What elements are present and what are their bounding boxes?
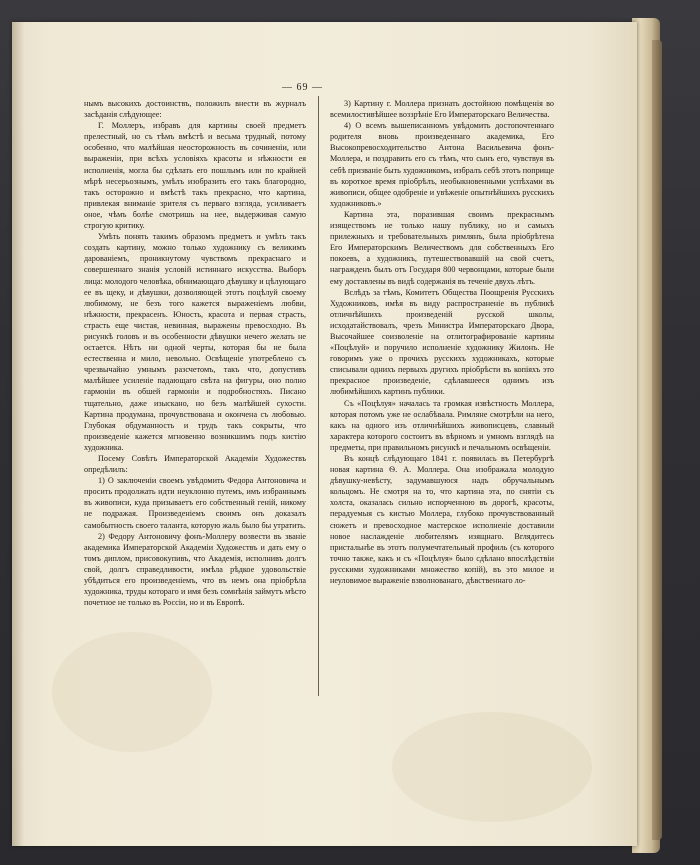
paragraph: Посему Совѣтъ Императорской Академіи Художествъ опредѣлилъ: (84, 454, 306, 475)
paragraph: Картина эта, поразившая своимъ прекраснымъ изяществомъ не только нашу публику, но и самыхъ прилежныхъ и требовательныхъ римлянъ, была пріобрѣтена Его Императорскимъ Величествомъ для собственныхъ Его покоевъ, а художникъ, путешествовавшій на свой счетъ, награжденъ былъ отъ Государя 800 червонцами, которые были ему доставлены въ видѣ содержанія въ теченіе двухъ лѣтъ. (330, 209, 554, 286)
right-text-column (330, 98, 554, 586)
paper-stain (52, 632, 212, 752)
left-text-column (84, 98, 306, 608)
paragraph: 4) О всемъ вышеписанномъ увѣдомить достопочтеннаго родителя вновь произведеннаго академика, Его Высокопревосходительство Антона Васильевича фонъ-Моллера, и поздравить его съ тѣмъ, что сынъ его, чувствуя въ себѣ призваніе быть художникомъ, избралъ себѣ этотъ поприще въ короткое время пріобрѣлъ, необыкновенными успѣхами въ живописи, общее одобреніе и увѣженіе опытнѣйшихъ русскихъ художниковъ.» (330, 121, 554, 208)
paragraph: 1) О заключеніи своемъ увѣдомить Федора Антоновича и просить продолжать идти неуклонно путемъ, имъ избраннымъ въ живописи, куда призываетъ его собственный геній, никому не подражая. Произведеніемъ своимъ онъ доказалъ самобытность своего таланта, которую жаль было бы утратить. (84, 476, 306, 530)
column-divider (318, 96, 319, 696)
paragraph: Вслѣдъ за тѣмъ, Комитетъ Общества Поощренія Русскихъ Художниковъ, имѣя въ виду распространеніе въ публикѣ отличнѣйшихъ произведеній русской школы, исходатайствовалъ, чрезъ Министра Императорскаго Двора, Высочайшее соизволеніе на отлитографированіе картины «Поцѣлуй» и поручило исполненіе художнику Жилонъ. Не говоримъ уже о прочихъ русскихъ художникахъ, которые списывали однихъ первыхъ другихъ пріобрѣсти въ копіяхъ это прекрасное произведеніе, сдѣлавшееся однимъ изъ любимѣйшихъ картинъ публики. (330, 287, 554, 397)
page-gutter-shadow (12, 22, 24, 846)
paragraph: 2) Федору Антоновичу фонъ-Моллеру возвести въ званіе академика Императорской Академіи Художествъ и дать ему о томъ диплом, присовокупивъ, что Академія, исполнивъ долгъ свой, долгъ справедливости, имѣла рѣдкое удовольствіе убѣдиться его произведеніемъ, что въ немъ она пріобрѣла художника, труды котораго и имя безъ сомнѣнія займутъ мѣсто почетное не только въ Россіи, но и въ Европѣ. (84, 531, 306, 608)
paragraph: Съ «Поцѣлуя» началась та громкая извѣстность Моллера, которая потомъ уже не ослабѣвала. Римляне смотрѣли на него, какъ на одного изъ отличнѣйшихъ живописцевъ, славный характера которого состоитъ въ вѣрномъ и умномъ взглядѣ на предметы, при правильномъ рисункѣ и печальномъ освѣщеніи. (330, 398, 554, 452)
paragraph: Въ концѣ слѣдующаго 1841 г. появилась въ Петербургѣ новая картина Ѳ. А. Моллера. Она изображала молодую дѣвушку-невѣсту, задумавшуюся надъ обручальнымъ кольцомъ. Не смотря на то, что картина эта, по снятіи съ холста, оказалась сильно испорченною въ дорогѣ, красоты, перадуемыя съ кистью Моллера, глубоко прочувствованный сюжетъ и превосходное мастерское исполненіе доставили новое наслажденіе любителямъ изящнаго. Вглядитесь пристальнѣе въ этотъ полумечтательный профиль (съ которого точно также, какъ и съ «Поцѣлуя» было сдѣлано впослѣдствіи русскими художниками множество копій), въ это милое и неуловимое выраженіе взволнованаго, дѣвственнаго ло- (330, 454, 554, 586)
book-cover-edge (652, 40, 662, 840)
paragraph: нымъ высокихъ достоинствъ, положилъ внести въ журналъ засѣданія слѣдующее: (84, 99, 306, 120)
page-number: — 69 — (282, 82, 323, 93)
paragraph: Г. Моллеръ, избравъ для картины своей предметъ прелестный, но съ тѣмъ вмѣстѣ и весьма трудный, потому особенно, что малѣйшая неосторожность въ сочиненіи, или выраженіи, при всѣхъ условіяхъ красоты и нѣжности ея исполненія, могла бы сдѣлать его пошлымъ или по крайней мѣрѣ несерьознымъ, умѣлъ изобразить его такъ благородно, такъ осторожно и вмѣстѣ такъ прекрасно, что картина, привлекая вниманіе зрителя съ перваго взгляда, усиливаетъ оное, чѣмъ болѣе смотришь на нее, выдерживая самую строгую критику. (84, 121, 306, 231)
paragraph: Умѣть понять такимъ образомъ предметъ и умѣть такъ создать картину, можно только художнику съ великимъ дарованіемъ, проникнутому чувствомъ прекраснаго и совершеннаго знанія условій истиннаго искусства. Выборъ лица: молодого человѣка, обнимающаго дѣвушку и цѣлующаго ее въ щеку, и дѣвушки, дозволяющей этотъ поцѣлуй своему любимому, не безъ того кажется выраженіемъ любви, нѣжности, прекрасенъ. Юность, красота и первая страсть, страсть еще чистая, невинная, выражены превосходно. Въ рисункѣ головъ и въ особенности дѣвушки нечего желать не остается. Нѣтъ ни одной черты, которая бы не была естественна и мило, невольно. Освѣщеніе употреблено съ чрезвычайно умнымъ разсчетомъ, такъ что, допустивъ малѣйшее усиленіе падающаго свѣта на фигуры, оно полно гармоніи въ обшей гармоніи и подробностяхъ. Писано тщательно, даже изыскано, но безъ малѣйшей сухости. Картина продумана, прочувствована и окончена съ любовью. Глубокая обдуманность и трудъ такъ сокрыты, что произведеніе кажется мгновенно возникшимъ подъ кистію художника. (84, 232, 306, 452)
paper-stain (392, 712, 592, 822)
paragraph: 3) Картину г. Моллера признать достойною помѣщенія во всемилостивѣйшее воззрѣніе Его Императорскаго Величества. (330, 99, 554, 120)
